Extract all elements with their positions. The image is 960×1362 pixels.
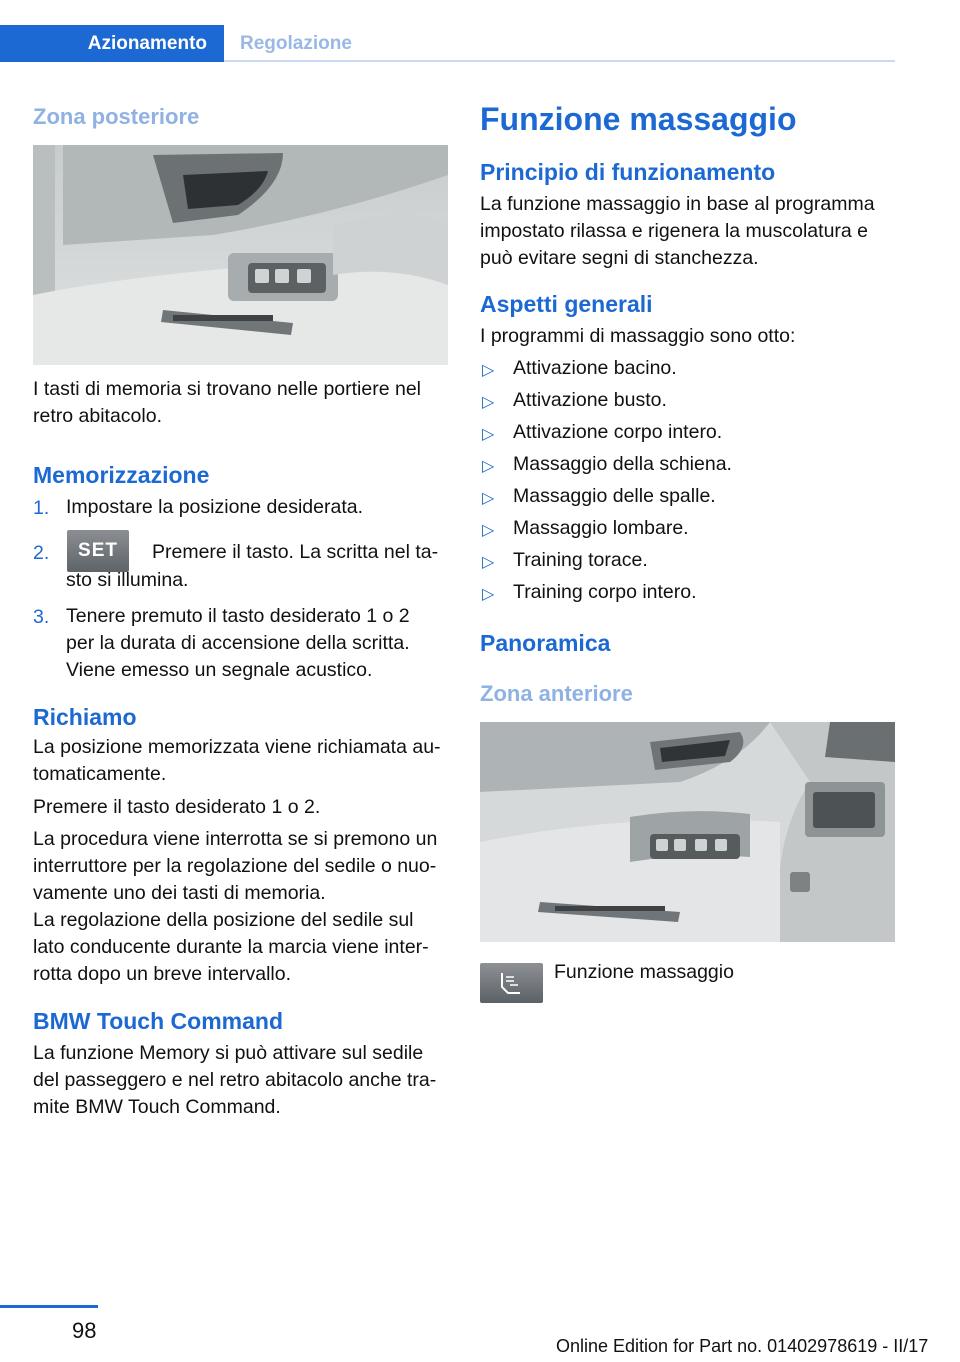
list-bullet-icon: ▷ [482, 554, 495, 571]
list-bullet-icon: ▷ [482, 490, 495, 507]
step-number-3: 3. [33, 606, 50, 628]
step-text-3: Tenere premuto il tasto desiderato 1 o 2 per la durata di accensione della scritta. Viene emesso un segnale acustico. [66, 605, 410, 681]
edition-note: Online Edition for Part no. 01402978619 - II/17 [556, 1336, 929, 1356]
list-item: Massaggio della schiena. [513, 453, 732, 475]
rear-photo-caption: I tasti di memoria si trovano nelle portiere nel retro abitacolo. [33, 378, 422, 427]
list-bullet-icon: ▷ [482, 522, 495, 539]
touch-command-paragraph: La funzione Memory si può attivare sul sedile del passeggero e nel retro abitacolo anche tra‐ mite BMW Touch Command. [33, 1042, 437, 1118]
header-divider [224, 60, 895, 62]
aspetti-intro: I programmi di massaggio sono otto: [480, 325, 796, 347]
principio-text: La funzione massaggio in base al programma impostato rilassa e rigenera la muscolatura e può evitare segni di stanchezza. [480, 193, 875, 269]
list-item: Attivazione busto. [513, 389, 667, 411]
richiamo-paragraph-1: La posizione memorizzata viene richiamata au‐ tomaticamente. [33, 736, 441, 785]
page-number: 98 [72, 1318, 97, 1343]
step-text-2b: sto si illumina. [66, 569, 189, 591]
richiamo-paragraph-3: La procedura viene interrotta se si premono un interruttore per la regolazione del sedile o nuo‐ vamente uno dei tasti di memoria. [33, 828, 438, 904]
list-item: Massaggio lombare. [513, 517, 689, 539]
massage-button-caption: Funzione massaggio [554, 961, 734, 983]
step-number-1: 1. [33, 497, 50, 519]
rear-door-photo [33, 145, 448, 365]
step-text-1: Impostare la posizione desiderata. [66, 496, 364, 518]
front-door-photo [480, 722, 895, 942]
heading-bmw-touch-command: BMW Touch Command [33, 1008, 283, 1034]
list-bullet-icon: ▷ [482, 586, 495, 603]
footer-accent-line [0, 1305, 98, 1308]
list-item: Training corpo intero. [513, 581, 697, 603]
heading-richiamo: Richiamo [33, 704, 137, 730]
list-bullet-icon: ▷ [482, 362, 495, 379]
heading-memorizzazione: Memorizzazione [33, 462, 210, 488]
list-item: Attivazione corpo intero. [513, 421, 723, 443]
heading-panoramica: Panoramica [480, 630, 611, 656]
heading-zona-anteriore: Zona anteriore [480, 681, 633, 706]
list-item: Massaggio delle spalle. [513, 485, 716, 507]
list-item: Attivazione bacino. [513, 357, 677, 379]
richiamo-paragraph-4: La regolazione della posizione del sedile sul lato conducente durante la marcia viene inter‐ rotta dopo un breve intervallo. [33, 909, 429, 985]
step-text-2a: Premere il tasto. La scritta nel ta‐ [152, 541, 439, 563]
heading-aspetti-generali: Aspetti generali [480, 291, 653, 317]
list-item: Training torace. [513, 549, 648, 571]
step-number-2: 2. [33, 542, 50, 564]
header-bar [0, 0, 895, 62]
tab-azionamento[interactable]: Azionamento [0, 25, 224, 62]
list-bullet-icon: ▷ [482, 426, 495, 443]
section-title-zona-posteriore: Zona posteriore [33, 104, 200, 129]
heading-principio: Principio di funzionamento [480, 159, 776, 185]
list-bullet-icon: ▷ [482, 458, 495, 475]
tab-regolazione[interactable]: Regolazione [240, 33, 352, 54]
richiamo-paragraph-2: Premere il tasto desiderato 1 o 2. [33, 796, 321, 818]
heading-funzione-massaggio: Funzione massaggio [480, 101, 797, 137]
list-bullet-icon: ▷ [482, 394, 495, 411]
set-button-icon: SET [67, 530, 129, 572]
massage-function-button-icon [480, 963, 543, 1003]
